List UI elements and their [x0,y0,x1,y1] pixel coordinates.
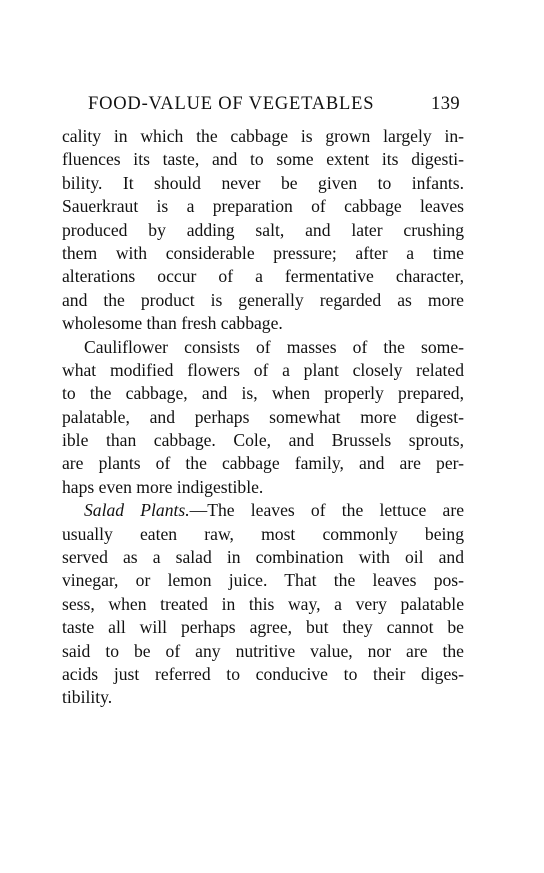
text-line: acids just referred to conducive to their diges- [62,663,464,684]
page-number: 139 [431,94,460,114]
text-line-fragment: The leaves of the lettuce are [207,500,464,521]
text-line: cality in which the cabbage is grown largely in- [62,126,464,146]
text-line: and the product is generally regarded as more [62,289,464,310]
text-line: tibility. [62,687,113,708]
text-line: fluences its taste, and to some extent its digesti- [62,149,464,170]
em-dash: — [189,500,208,521]
text-line: usually eaten raw, most commonly being [62,523,464,544]
text-line: to the cabbage, and is, when properly prepared, [62,383,464,404]
running-title: FOOD-VALUE OF VEGETABLES [88,94,375,114]
text-line: are plants of the cabbage family, and are per- [62,453,464,474]
text-line: bility. It should never be given to infants. [62,172,464,193]
text-line: palatable, and perhaps somewhat more digest- [62,406,464,427]
salad-paragraph-first-line [62,499,464,522]
text-line: what modified flowers of a plant closely related [62,359,464,380]
running-header [88,94,460,118]
text-line: produced by adding salt, and later crushing [62,219,464,240]
text-line: taste all will perhaps agree, but they cannot be [62,617,464,638]
text-line: said to be of any nutritive value, nor are the [62,640,464,661]
body-text [62,125,464,710]
text-line: haps even more indigestible. [62,476,264,497]
text-line: alterations occur of a fermentative character, [62,266,464,287]
salad-plants-heading: Salad Plants. [84,500,190,521]
text-line: Cauliflower consists of masses of the some- [84,336,464,357]
text-line: served as a salad in combination with oil and [62,547,464,568]
text-line: them with considerable pressure; after a time [62,242,464,263]
text-line: wholesome than fresh cabbage. [62,313,283,334]
text-line: Sauerkraut is a preparation of cabbage leaves [62,196,464,217]
text-line: sess, when treated in this way, a very palatable [62,593,464,614]
text-line: vinegar, or lemon juice. That the leaves pos- [62,570,464,591]
text-line: ible than cabbage. Cole, and Brussels sprouts, [62,430,464,451]
